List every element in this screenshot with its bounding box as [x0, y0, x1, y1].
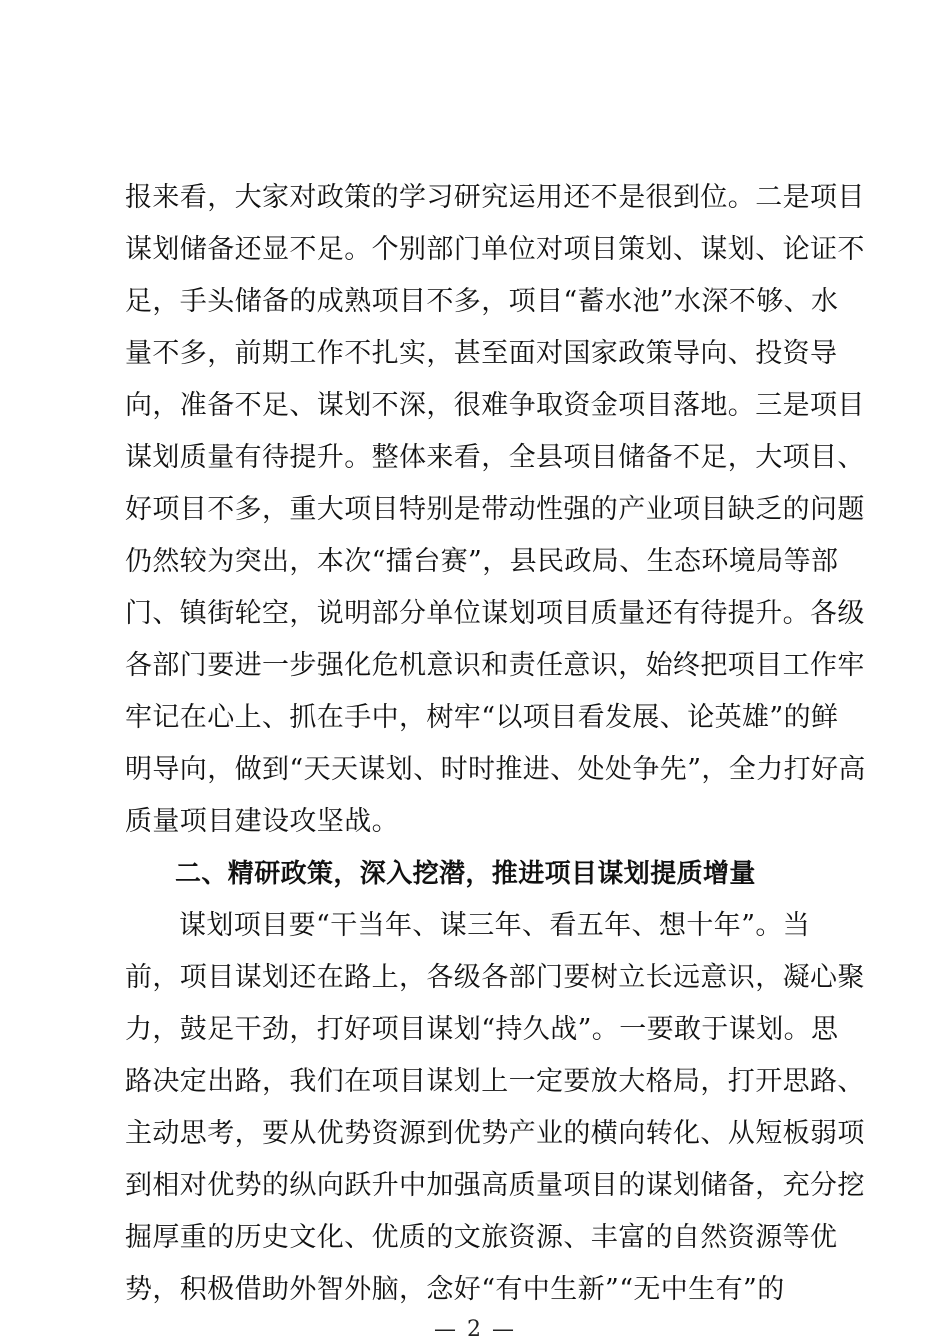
text-line: 到相对优势的纵向跃升中加强高质量项目的谋划储备，充分挖 — [125, 1170, 865, 1201]
text-line: 仍然较为突出，本次“擂台赛”，县民政局、生态环境局等部 — [125, 546, 839, 577]
text-line: 向，准备不足、谋划不深，很难争取资金项目落地。三是项目 — [125, 390, 865, 421]
text-line: 足，手头储备的成熟项目不多，项目“蓄水池”水深不够、水 — [125, 286, 839, 317]
text-line: 牢记在心上、抓在手中，树牢“以项目看发展、论英雄”的鲜 — [125, 702, 839, 733]
text-line: 谋划储备还显不足。个别部门单位对项目策划、谋划、论证不 — [125, 234, 865, 265]
text-line: 路决定出路，我们在项目谋划上一定要放大格局，打开思路、 — [125, 1066, 865, 1097]
text-line: 各部门要进一步强化危机意识和责任意识，始终把项目工作牢 — [125, 650, 865, 681]
text-line: 好项目不多，重大项目特别是带动性强的产业项目缺乏的问题 — [125, 494, 865, 525]
text-line: 掘厚重的历史文化、优质的文旅资源、丰富的自然资源等优 — [125, 1222, 838, 1253]
text-line: 报来看，大家对政策的学习研究运用还不是很到位。二是项目 — [125, 182, 865, 213]
page-number: — 2 — — [434, 1317, 516, 1342]
text-line: 前，项目谋划还在路上，各级各部门要树立长远意识，凝心聚 — [125, 962, 865, 993]
body-text — [125, 172, 866, 1316]
text-line: 谋划质量有待提升。整体来看，全县项目储备不足，大项目、 — [125, 442, 865, 473]
text-line: 量不多，前期工作不扎实，甚至面对国家政策导向、投资导 — [125, 338, 838, 369]
section-heading: 二、精研政策，深入挖潜，推进项目谋划提质增量 — [175, 859, 756, 889]
text-line: 质量项目建设攻坚战。 — [125, 806, 399, 837]
text-line: 门、镇街轮空，说明部分单位谋划项目质量还有待提升。各级 — [125, 598, 865, 629]
text-line: 主动思考，要从优势资源到优势产业的横向转化、从短板弱项 — [125, 1118, 865, 1149]
text-line: 力，鼓足干劲，打好项目谋划“持久战”。一要敢于谋划。思 — [125, 1014, 839, 1045]
text-line: 谋划项目要“干当年、谋三年、看五年、想十年”。当 — [179, 910, 811, 941]
text-line: 势，积极借助外智外脑，念好“有中生新”“无中生有”的 — [125, 1274, 785, 1305]
text-line: 明导向，做到“天天谋划、时时推进、处处争先”，全力打好高 — [125, 754, 866, 785]
